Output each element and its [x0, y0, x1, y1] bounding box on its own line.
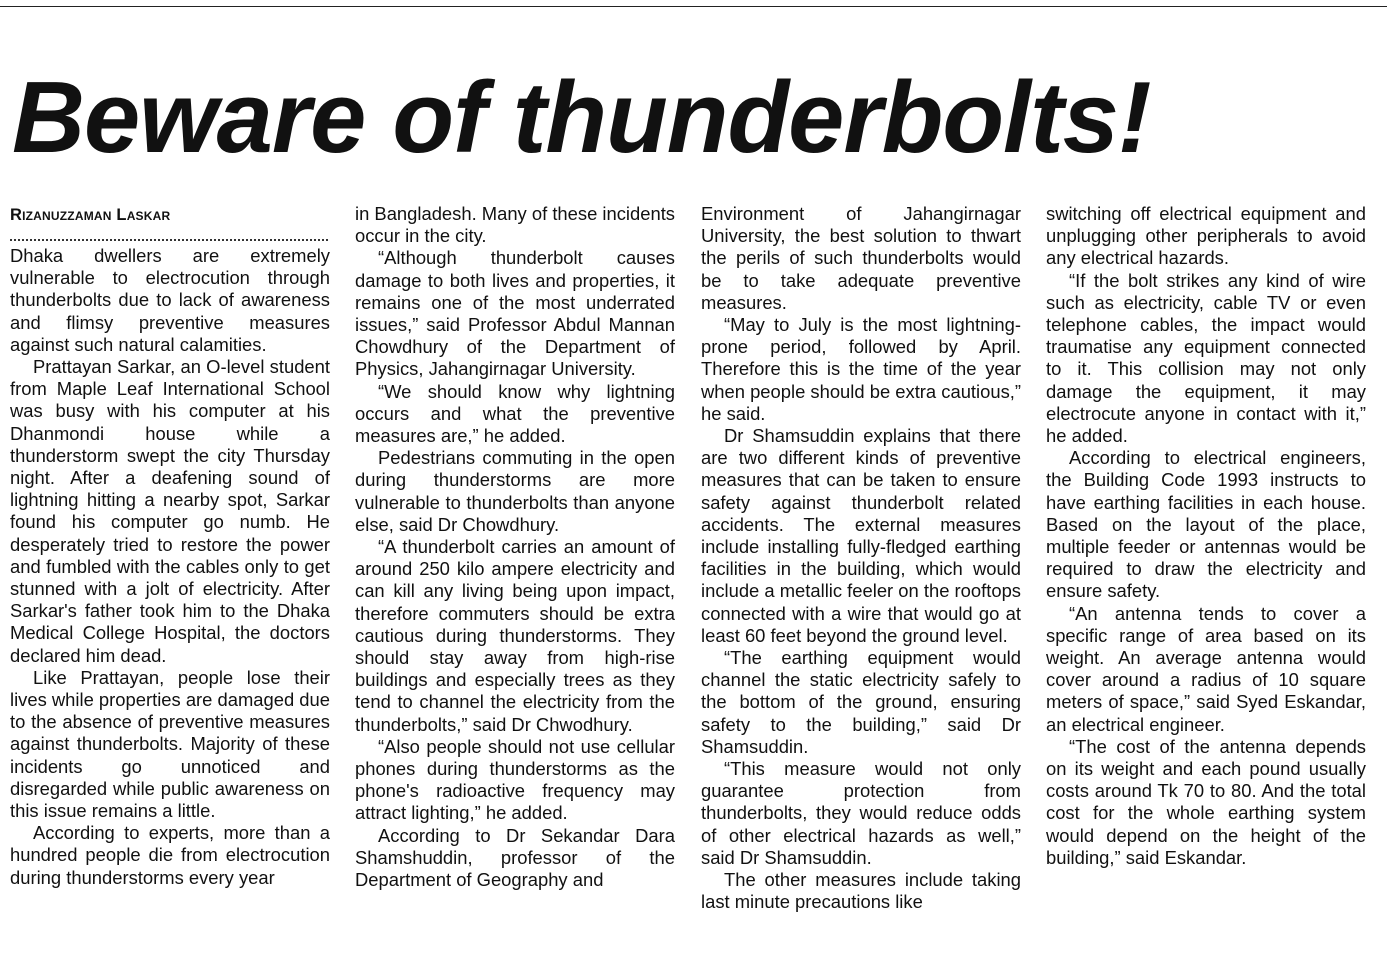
article-column-1 — [10, 203, 330, 889]
paragraph: Like Prattayan, people lose their lives while properties are damaged due to the absence of preventive measures against thunderbolts. Majority of these incidents go unnoticed and disregarded while public awareness on this issue remains a little. — [10, 666, 330, 822]
paragraph: Prattayan Sarkar, an O-level student from Maple Leaf International School was busy with his computer at his Dhanmondi house while a thunderstorm swept the city Thursday night. After a deafening sound of lightning hitting a nearby spot, Sarkar found his computer go numb. He desperately tried to restore the power and fumbled with the cables only to get stunned with a jolt of electricity. After Sarkar's father took him to the Dhaka Medical College Hospital, the doctors declared him dead. — [10, 356, 330, 666]
paragraph: switching off electrical equipment and unplugging other peripherals to avoid any electrical hazards. — [1046, 203, 1366, 269]
paragraph: The other measures include taking last minute precautions like — [701, 869, 1021, 913]
paragraph: “This measure would not only guarantee protection from thunderbolts, they would reduce odds of other electrical hazards as well,” said Dr Shamsuddin. — [701, 758, 1021, 868]
paragraph: “The cost of the antenna depends on its weight and each pound usually costs around Tk 70 to 80. And the total cost for the whole earthing system would depend on the height of the building,” said Eskandar. — [1046, 735, 1366, 868]
paragraph: Dr Shamsuddin explains that there are two different kinds of preventive measures that can be taken to ensure safety against thunderbolt related accidents. The external measures include installing fully-fledged earthing facilities in the building, which would include a metallic feeler on the rooftops connected with a wire that would go at least 60 feet beyond the ground level. — [701, 425, 1021, 646]
paragraph: Dhaka dwellers are extremely vulnerable to electrocution through thunderbolts due to lack of awareness and flimsy preventive measures against such natural calamities. — [10, 245, 330, 355]
paragraph: Pedestrians commuting in the open during thunderstorms are more vulnerable to thunderbolts than anyone else, said Dr Chowdhury. — [355, 447, 675, 535]
article-column-4 — [1046, 203, 1366, 869]
paragraph: “Also people should not use cellular phones during thunderstorms as the phone's radioactive frequency may attract lighting,” he added. — [355, 735, 675, 824]
paragraph: Environment of Jahangirnagar University, the best solution to thwart the perils of such thunderbolts would be to take adequate preventive measures. — [701, 203, 1021, 313]
paragraph: According to electrical engineers, the Building Code 1993 instructs to have earthing facilities in each house. Based on the layout of the place, multiple feeder or antennas would be required to draw the electricity and ensure safety. — [1046, 447, 1366, 602]
paragraph: “Although thunderbolt causes damage to both lives and properties, it remains one of the most underrated issues,” said Professor Abdul Mannan Chowdhury of the Department of Physics, Jahangirnagar University. — [355, 247, 675, 380]
paragraph: “The earthing equipment would channel the static electricity safely to the bottom of the ground, ensuring safety to the building,” said Dr Shamsuddin. — [701, 647, 1021, 757]
paragraph: According to Dr Sekandar Dara Shamshuddin, professor of the Department of Geography and — [355, 824, 675, 891]
headline: Beware of thunderbolts! — [12, 62, 1151, 174]
paragraph: “If the bolt strikes any kind of wire such as electricity, cable TV or even telephone cables, the impact would traumatise any equipment connected to it. This collision may not only damage the equipment, it may electrocute anyone in contact with it,” he added. — [1046, 269, 1366, 447]
top-rule — [0, 6, 1387, 7]
paragraph: “A thunderbolt carries an amount of around 250 kilo ampere electricity and can kill any living being upon impact, therefore commuters should be extra cautious during thunderstorms. They should stay away from high-rise buildings and especially trees as they tend to channel the electricity from the thunderbolts,” said Dr Chwodhury. — [355, 536, 675, 735]
article-column-3 — [701, 203, 1021, 914]
paragraph: According to experts, more than a hundred people die from electrocution during thunderstorms every year — [10, 822, 330, 888]
paragraph: “May to July is the most lightning-prone period, followed by April. Therefore this is the time of the year when people should be extra cautious,” he said. — [701, 314, 1022, 424]
byline: Rizanuzzaman Laskar — [10, 206, 171, 224]
article-column-2 — [355, 203, 675, 891]
paragraph: in Bangladesh. Many of these incidents occur in the city. — [355, 203, 675, 247]
paragraph: “We should know why lightning occurs and what the preventive measures are,” he added. — [355, 380, 675, 447]
paragraph: “An antenna tends to cover a specific range of area based on its weight. An average antenna would cover around a radius of 10 square meters of space,” said Syed Eskandar, an electrical engineer. — [1046, 602, 1366, 735]
